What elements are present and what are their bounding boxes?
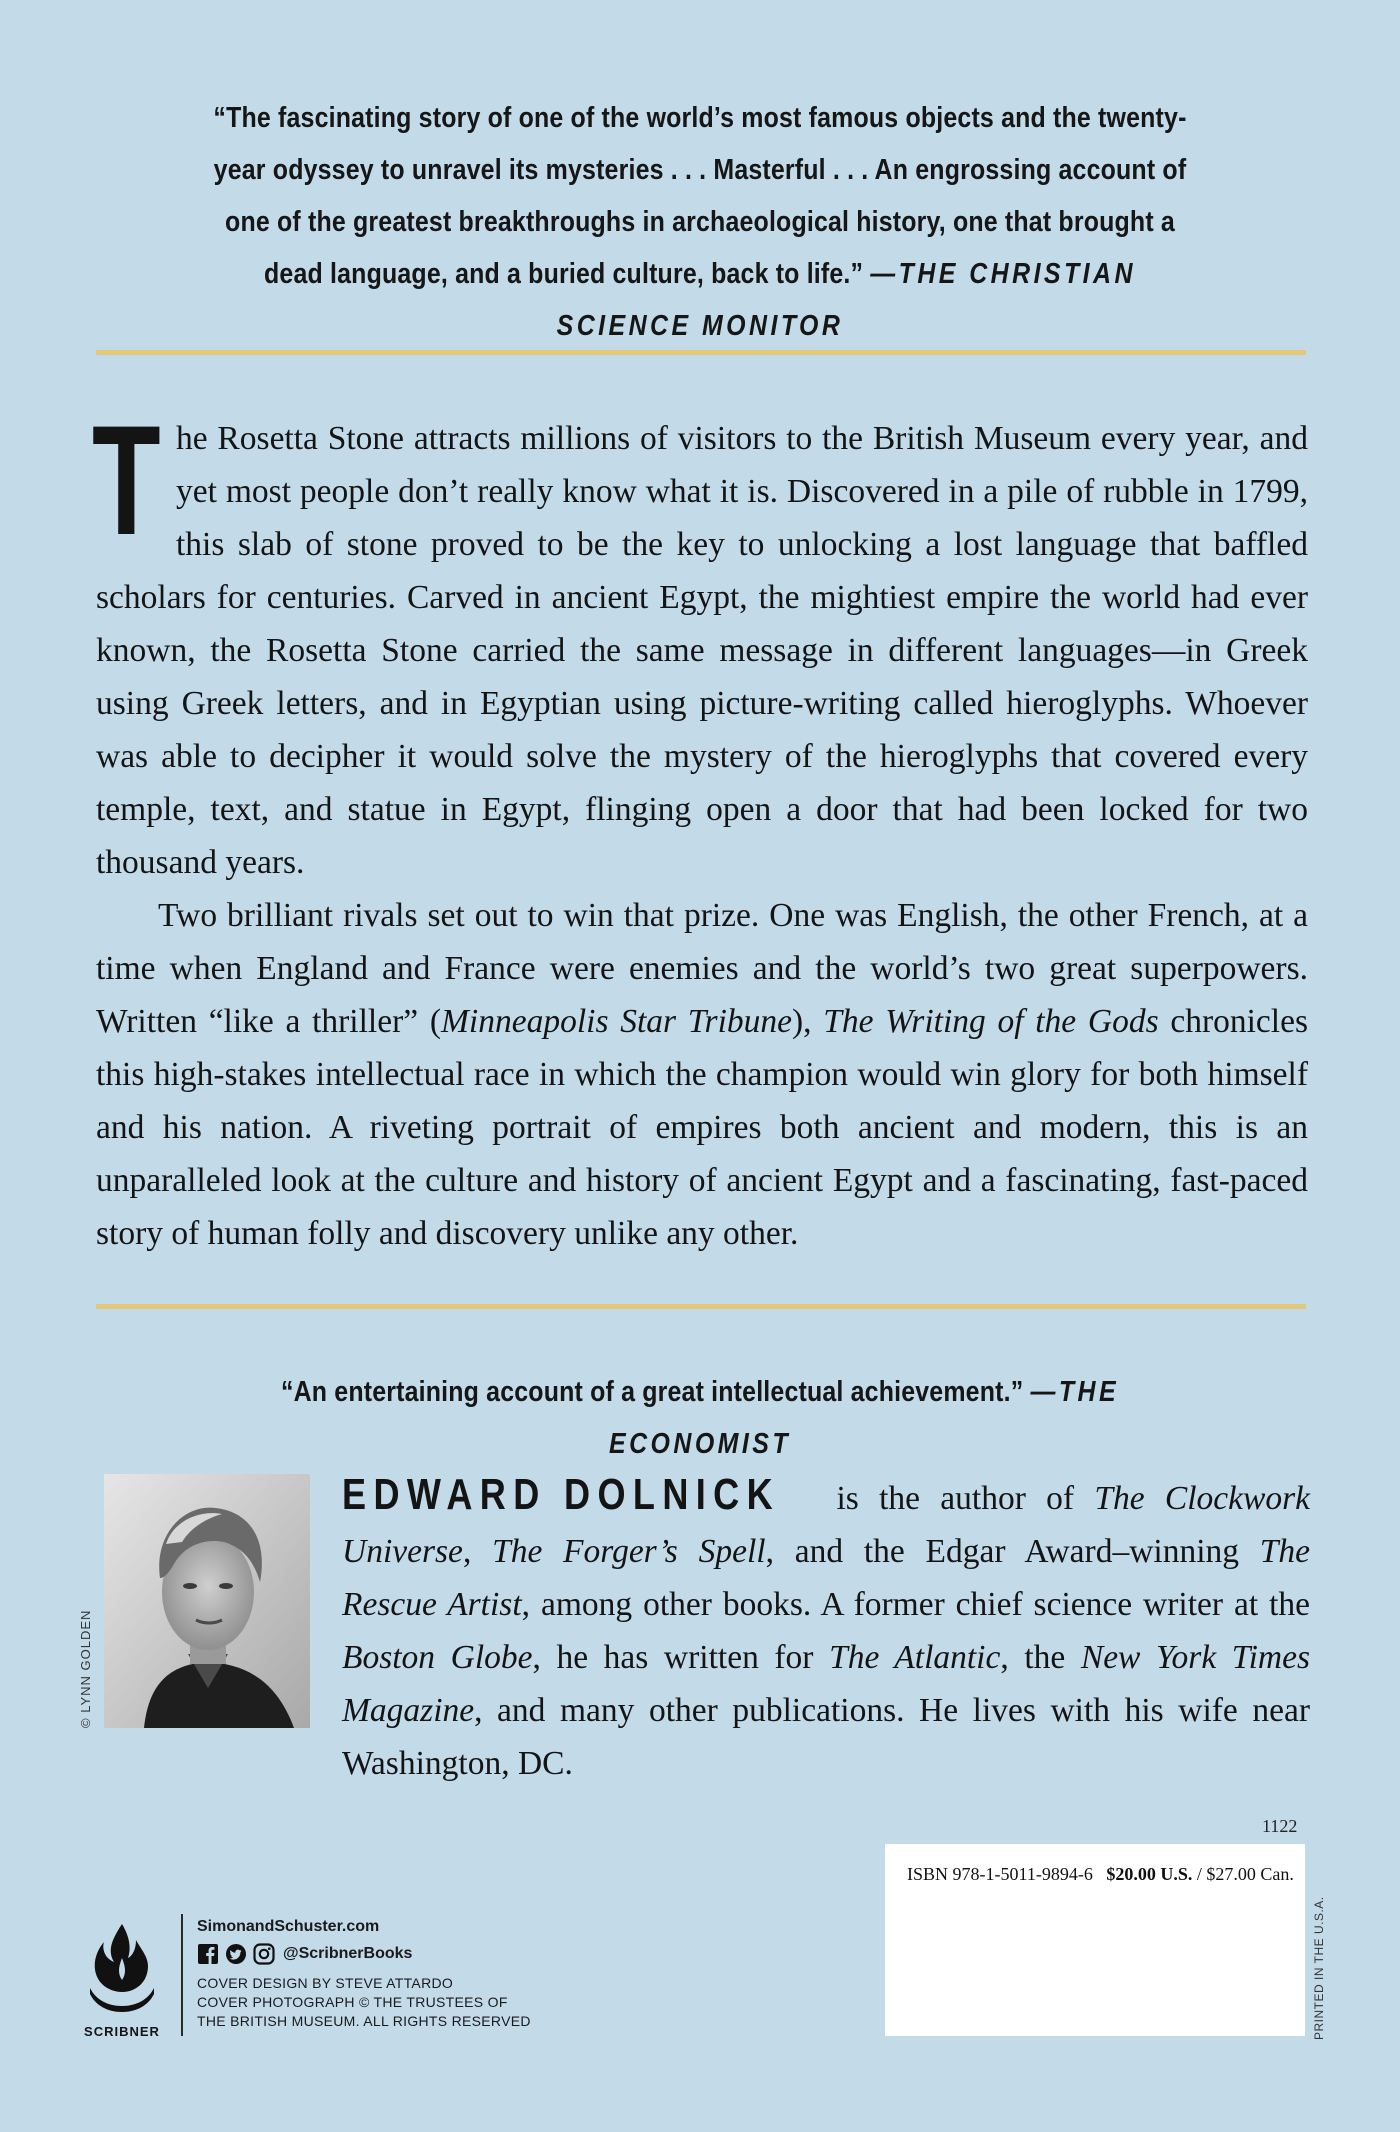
scribner-flame-logo bbox=[74, 1918, 170, 2036]
blurb-text: Two brilliant rivals set out to win that prize. One was English, the other French, at a time when England and France were enemies and the world’s two great superpowers. Written “like a thriller” ( bbox=[96, 897, 1308, 1040]
blurb-text: ), bbox=[792, 1003, 824, 1040]
top-quote-text: “The fascinating story of one of the world’s most famous objects and the twenty-year odyssey to unravel its mysteries . . . Masterful . . . An engrossing account of one of the greatest breakthroughs in archaeological history, one that brought a dead language, and a buried culture, back to life.” bbox=[213, 102, 1187, 290]
social-handle[interactable]: @ScribnerBooks bbox=[283, 1945, 413, 1962]
bio-text: , and the Edgar Award–winning bbox=[765, 1533, 1260, 1570]
author-photo bbox=[104, 1474, 310, 1728]
mid-quote-text: “An entertaining account of a great intellectual achievement.” bbox=[280, 1376, 1024, 1408]
publication-title: Boston Globe bbox=[342, 1639, 533, 1676]
blurb-paragraph-1 bbox=[92, 394, 1308, 889]
credit-line: THE BRITISH MUSEUM. ALL RIGHTS RESERVED bbox=[197, 2013, 531, 2029]
photo-credit: © LYNN GOLDEN bbox=[78, 1609, 93, 1728]
blurb-text: chronicles this high-stakes intellectual race in which the champion would win glory for both himself and his nation. A riveting portrait of empires both ancient and modern, this is an unparalleled look at the culture and history of ancient Egypt and a fascinating, fast-paced story of human folly and discovery unlike any other. bbox=[96, 1003, 1309, 1252]
top-quote-attribution: —THE CHRISTIAN SCIENCE MONITOR bbox=[556, 258, 1136, 342]
top-quote bbox=[201, 92, 1199, 352]
isbn-line bbox=[907, 1864, 1294, 1885]
credit-line: COVER DESIGN BY STEVE ATTARDO bbox=[197, 1975, 454, 1991]
social-row bbox=[197, 1940, 531, 1968]
cover-credits bbox=[197, 1974, 531, 2031]
bio-text: , bbox=[462, 1533, 493, 1570]
author-bio bbox=[342, 1468, 1310, 1790]
author-portrait-image bbox=[104, 1474, 310, 1728]
can-price: $27.00 Can. bbox=[1206, 1864, 1294, 1884]
mid-quote bbox=[201, 1366, 1199, 1470]
publisher-name: SCRIBNER bbox=[84, 2024, 160, 2039]
isbn-number: ISBN 978-1-5011-9894-6 bbox=[907, 1864, 1093, 1884]
blurb-book-title: The Writing of the Gods bbox=[823, 1003, 1159, 1040]
blurb-paragraph-2 bbox=[96, 889, 1308, 1260]
bio-text: , and many other publications. He lives with his wife near Washington, DC. bbox=[342, 1692, 1310, 1782]
bio-text: , among other books. A former chief science writer at the bbox=[521, 1586, 1311, 1623]
us-price: $20.00 U.S. bbox=[1106, 1864, 1193, 1884]
barcode-box bbox=[885, 1844, 1305, 2036]
book-title: The Forger’s Spell bbox=[492, 1533, 766, 1570]
bio-text: , he has written for bbox=[532, 1639, 830, 1676]
book-blurb bbox=[92, 394, 1309, 1260]
price-code: 1122 bbox=[1262, 1816, 1298, 1836]
divider-rule-top bbox=[96, 350, 1306, 355]
twitter-icon[interactable] bbox=[225, 1943, 247, 1965]
printed-in-notice: PRINTED IN THE U.S.A. bbox=[1312, 1896, 1326, 2040]
blurb-source-title: Minneapolis Star Tribune bbox=[441, 1003, 793, 1040]
author-name: EDWARD DOLNICK bbox=[342, 1470, 781, 1519]
publication-title: The Atlantic bbox=[829, 1639, 1001, 1676]
price-separator: / bbox=[1192, 1864, 1207, 1884]
flame-icon bbox=[74, 1918, 170, 2018]
mid-quote-attribution: —THE ECONOMIST bbox=[609, 1376, 1120, 1460]
publisher-website[interactable]: SimonandSchuster.com bbox=[197, 1918, 380, 1935]
publication-title: New York Times Magazine bbox=[342, 1639, 1310, 1729]
facebook-icon[interactable] bbox=[197, 1943, 219, 1965]
instagram-icon[interactable] bbox=[253, 1943, 275, 1965]
bio-text: , the bbox=[1000, 1639, 1081, 1676]
bio-text: is the author of bbox=[816, 1480, 1095, 1517]
book-title: The Rescue Artist bbox=[342, 1533, 1311, 1623]
drop-cap: T bbox=[92, 394, 161, 568]
book-title: The Clockwork Universe bbox=[342, 1480, 1311, 1570]
credit-line: COVER PHOTOGRAPH © THE TRUSTEES OF bbox=[197, 1994, 508, 2010]
blurb-paragraph-1-text: he Rosetta Stone attracts millions of visitors to the British Museum every year, and yet most people don’t really know what it is. Discovered in a pile of rubble in 1799, this slab of stone proved to be the key to unlocking a lost language that baffled scholars for centuries. Carved in ancient Egypt, the mightiest empire the world had ever known, the Rosetta Stone carried the same message in different languages—in Greek using Greek letters, and in Egyptian using picture-writing called hieroglyphs. Whoever was able to decipher it would solve the mystery of the hieroglyphs that covered every temple, text, and statue in Egypt, flinging open a door that had been locked for two thousand years. bbox=[96, 420, 1308, 881]
publisher-divider bbox=[181, 1914, 183, 2036]
divider-rule-bottom bbox=[96, 1304, 1306, 1309]
publisher-info bbox=[197, 1914, 531, 2031]
